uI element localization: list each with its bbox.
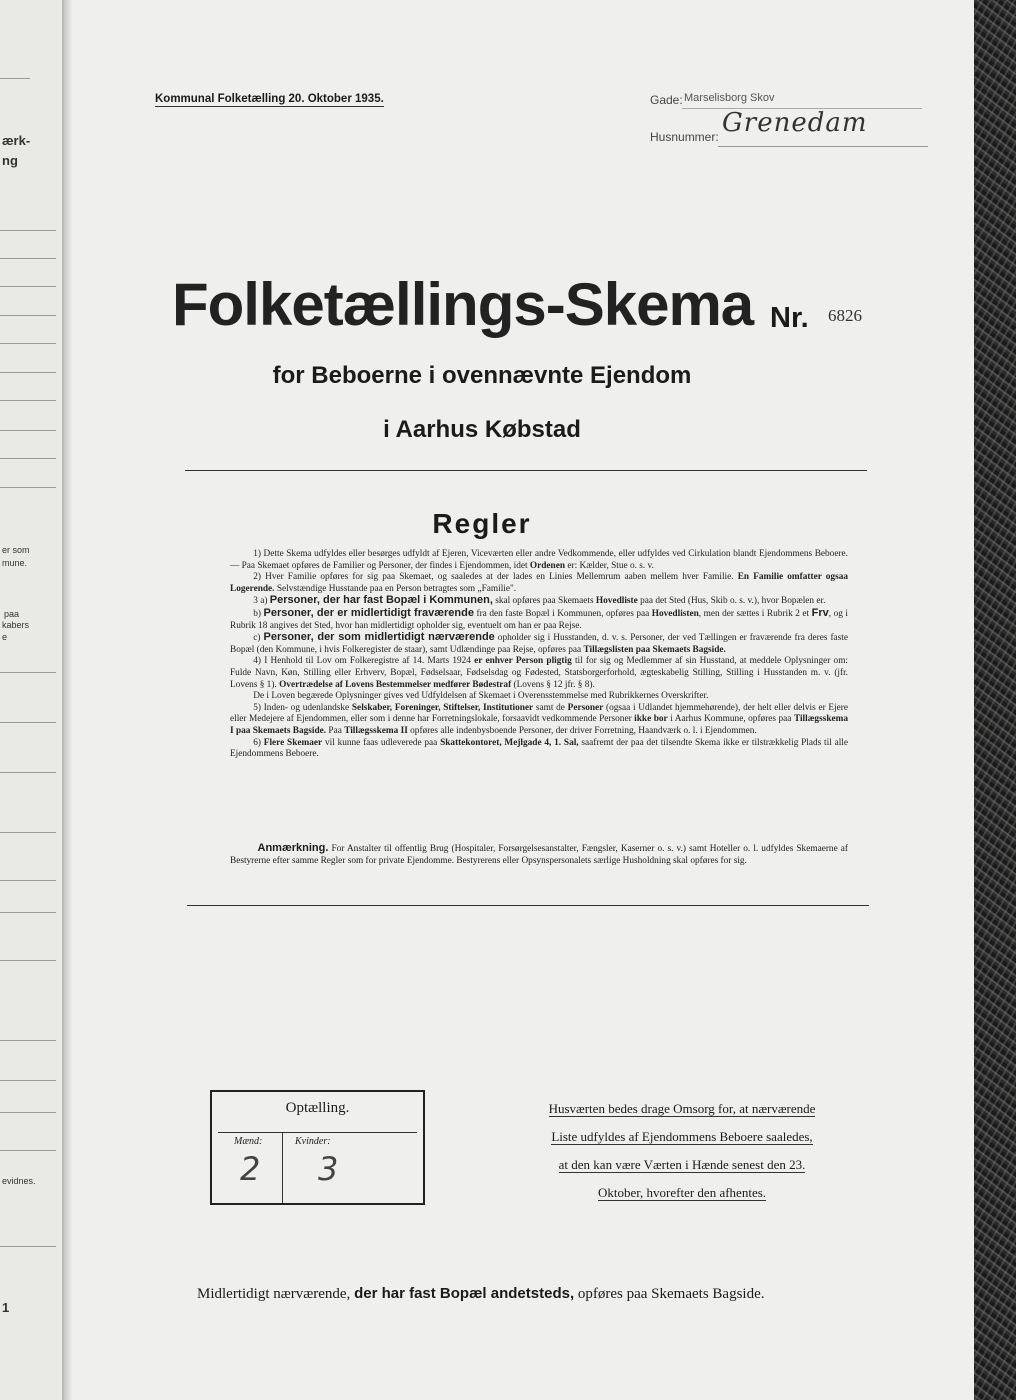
gade-label: Gade: [650,93,683,107]
divider [187,905,869,906]
rule-5: 5) Inden- og udenlandske Selskaber, Foreninger, Stiftelser, Institutioner samt de Personer (ogsaa i Udlandet hjemmehørende), der helt eller delvis er Ejere eller Medejere af Ejendommen, eller som i denne har Forretningslokale, forsaavidt vedkommende Personer ikke bor i Aarhus Kommune, opføres paa Tillægsskema I paa Skemaets Bagside. Paa Tillægsskema II opføres alle indenbysboende Personer, der driver Forretning, Haandværk o. l. i Ejendommen. [230,702,849,736]
notice-line: Husværten bedes drage Omsorg for, at nærværende [548,1101,816,1116]
rule-3c: c) Personer, der som midlertidigt nærværende opholder sig i Husstanden, d. v. s. Personer, der ved Tællingen er fraværende fra deres faste Bopæl (den Kommune, i hvis Folkeregister de staar), samt Udlændinge paa Rejse, opføres paa Tillægslisten paa Skemaets Bagside. [230,631,848,655]
form-number-label: Nr. [770,302,809,334]
note-text: For Anstalter til offentlig Brug (Hospitaler, Forsørgelsesanstalter, Fængsler, Kaserner o. s. v.) samt Hoteller o. l. udfyldes Skemaerne af Bestyrerne efter samme Regler som for private Ejendomme. Bestyrerens eller Opsynspersonalets særlige Husholdning skal opføres for sig. [230,844,848,866]
left-fragment: evidnes. [2,1176,36,1186]
census-header: Kommunal Folketælling 20. Oktober 1935. [155,93,384,105]
rule-4b: De i Loven begærede Oplysninger gives ved Udfyldelsen af Skemaet i Overensstemmelse med Rubrikkernes Overskrifter. [253,691,709,702]
men-count: 2 [240,1150,261,1188]
note-lead: Anmærkning. [257,842,329,854]
footer-note: Midlertidigt nærværende, der har fast Bopæl andetsteds, opføres paa Skemaets Bagside. [197,1285,765,1302]
count-box-rule [218,1132,417,1133]
rule-3a: 3 a) Personer, der har fast Bopæl i Kommunen, skal opføres paa Skemaets Hovedliste paa det Sted (Hus, Skib o. s. v.), hvor Bopælen er. [253,594,826,607]
rule-1: 1) Dette Skema udfyldes eller besørges udfyldt af Ejeren, Viceværten eller andre Vedkommende, eller udfyldes ved Cirkulation blandt Ejendommens Beboere. — Paa Skemaet opføres de Familier og Personer, der findes i Ejendommen, idet Ordenen er: Kælder, Stue o. s. v. [230,549,848,571]
rule-2: 2) Hver Familie opføres for sig paa Skemaet, og saaledes at der lades en Linies Mellemrum aaben mellem hver Familie. En Familie omfatter ogsaa Logerende. Selvstændige Husstande paa en Person betragtes som „Familie". [230,572,848,594]
left-fragment: er som [2,545,30,555]
husnummer-handwriting: Grenedam [722,108,868,138]
left-fragment: e [2,632,8,642]
rule-6: 6) Flere Skemaer vil kunne faas udleverede paa Skattekontoret, Mejlgade 4, 1. Sal, saafremt der paa det tilsendte Skema ikke er tilstrækkelig Plads til alle Ejendommens Beboere. [230,737,849,760]
left-fragment: ærk- [2,133,31,148]
marbled-binding-edge [974,0,1016,1400]
rule-4: 4) I Henhold til Lov om Folkeregistre af 14. Marts 1924 er enhver Person pligtig til for sig og Medlemmer af sin Husstand, at meddele Oplysninger om: Fulde Navn, Køn, Stilling eller Erhverv, Bopæl, Fødselsaar, Fødselsdag og Fødested, Statsborgerforhold, ægteskabelig Stilling, Stilling i Husstanden m. v. (jfr. Lovens § 1). Overtrædelse af Lovens Bestemmelser medfører Bødestraf (Lovens § 12 jfr. § 8). [230,656,849,690]
left-fragment: 1 [2,1300,10,1315]
form-subtitle: for Beboerne i ovennævnte Ejendom [272,362,692,389]
count-box [210,1090,425,1205]
men-label: Mænd: [234,1136,263,1147]
form-number-value: 6826 [828,306,862,325]
landlord-notice [512,1095,852,1207]
women-count: 3 [318,1150,339,1188]
form-title: Folketællings-Skema [172,271,754,338]
left-fragment: kabers [2,620,30,630]
note-paragraph [230,843,848,867]
census-form-page [72,0,974,1400]
husnummer-underline [718,146,928,147]
page-gutter [64,0,72,1400]
notice-line: at den kan være Værten i Hænde senest den 23. [558,1157,806,1172]
notice-line: Liste udfyldes af Ejendommens Beboere saaledes, [551,1129,813,1144]
women-label: Kvinder: [295,1136,331,1147]
rule-3b: b) Personer, der er midlertidigt fraværende fra den faste Bopæl i Kommunen, opføres paa Hovedlisten, men der sættes i Rubrik 2 et Frv, og i Rubrik 18 angives det Sted, hvor han midlertidigt opholder sig, eventuelt om han er paa Rejse. [230,606,848,631]
count-box-divider [282,1132,283,1203]
left-fragment: ng [2,153,18,168]
left-page-edge [0,0,64,1400]
notice-line: Oktober, hvorefter den afhentes. [597,1185,767,1200]
left-fragment: paa [4,609,20,619]
husnummer-label: Husnummer: [650,130,719,144]
count-box-title: Optælling. [285,1100,350,1116]
form-subtitle-city: i Aarhus Købstad [383,416,581,443]
rules-heading: Regler [432,508,532,539]
left-fragment: mune. [2,558,28,568]
gade-value: Marselisborg Skov [684,92,775,104]
rules-body [230,549,848,761]
divider [185,470,867,471]
